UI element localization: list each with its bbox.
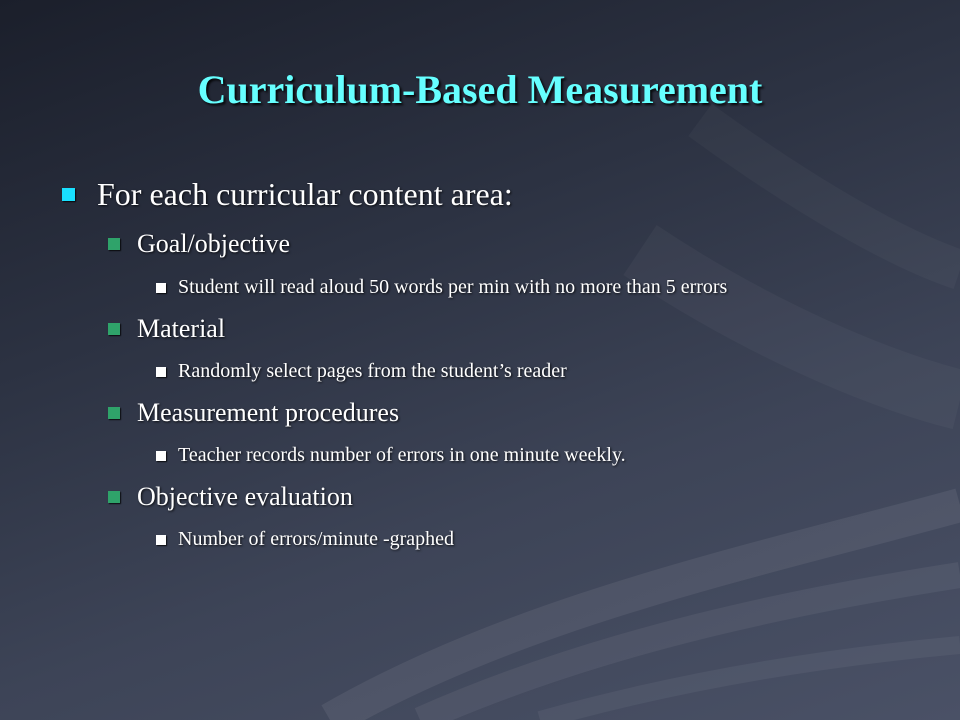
square-bullet-icon: [108, 238, 120, 250]
bullet-level1: [62, 176, 513, 213]
slide-title: Curriculum-Based Measurement: [197, 67, 763, 112]
bullet-level3: [156, 528, 454, 551]
square-bullet-icon: [108, 407, 120, 419]
square-bullet-icon: [156, 451, 166, 461]
bullet-level3: [156, 444, 626, 467]
bullet-text: Measurement procedures: [137, 398, 400, 427]
bullet-level2: [108, 314, 225, 344]
bullet-text: Randomly select pages from the student’s reader: [178, 360, 567, 382]
bullet-level3: [156, 276, 727, 299]
bullet-level2: [108, 482, 353, 512]
bullet-text: Teacher records number of errors in one minute weekly.: [178, 444, 626, 466]
square-bullet-icon: [156, 367, 166, 377]
bullet-level3: [156, 360, 567, 383]
bullet-text: Student will read aloud 50 words per min with no more than 5 errors: [178, 276, 728, 298]
square-bullet-icon: [108, 491, 120, 503]
bullet-text: Material: [137, 314, 226, 343]
square-bullet-icon: [156, 535, 166, 545]
bullet-text: Objective evaluation: [137, 482, 353, 511]
bullet-text: For each curricular content area:: [97, 176, 513, 212]
bullet-text: Goal/objective: [137, 229, 291, 258]
bullet-level2: [108, 229, 290, 259]
square-bullet-icon: [62, 188, 75, 201]
bullet-text: Number of errors/minute -graphed: [178, 528, 455, 550]
bullet-level2: [108, 398, 399, 428]
square-bullet-icon: [156, 283, 166, 293]
square-bullet-icon: [108, 323, 120, 335]
